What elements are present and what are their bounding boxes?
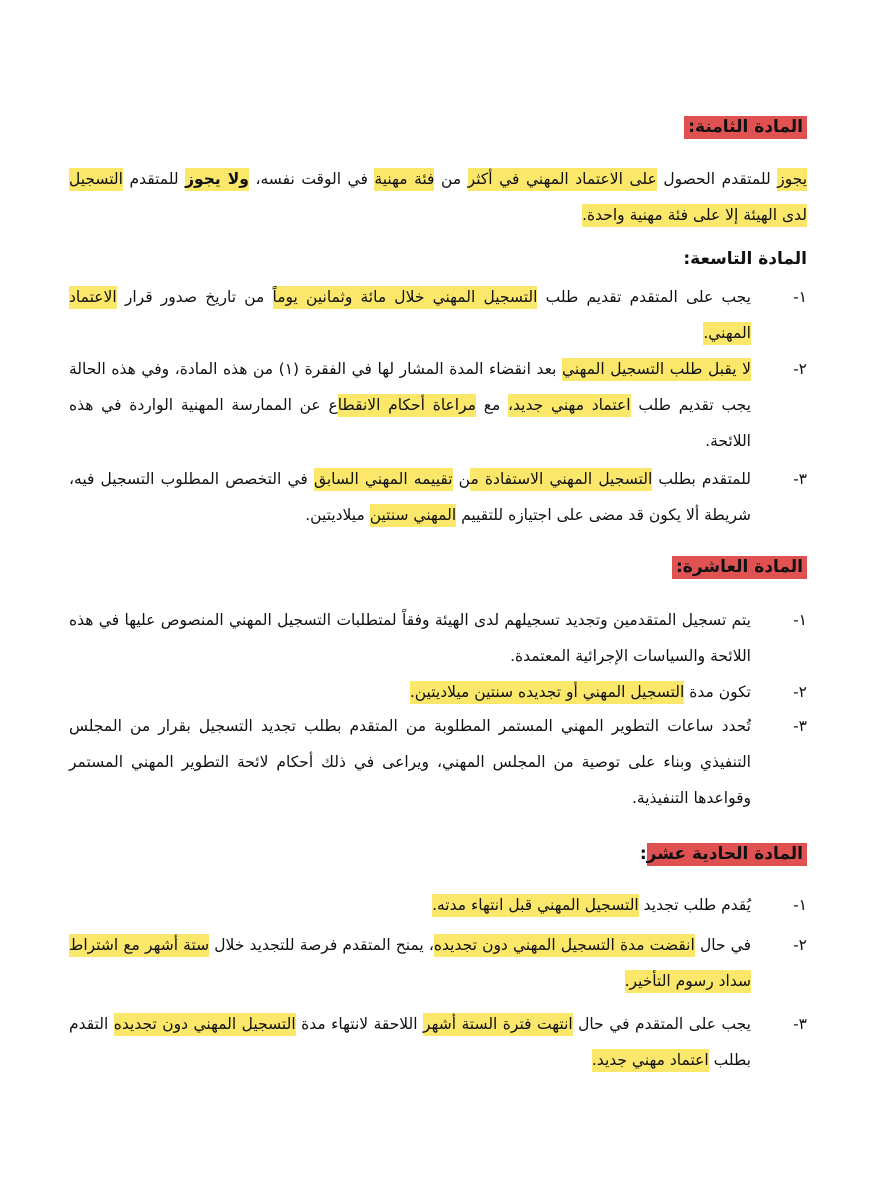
- text-span: يجوز: [777, 168, 807, 191]
- item-number: ٣-: [793, 717, 807, 735]
- text-span: ، يمنح المتقدم فرصة للتجديد خلال: [209, 936, 434, 954]
- article-10-item-1: [69, 602, 807, 674]
- text-span: يجب على المتقدم تقديم طلب: [537, 288, 751, 306]
- text-span: يتم تسجيل المتقدمين وتجديد تسجيلهم لدى الهيئة وفقاً لمتطلبات التسجيل المهني المنصوص عليها في هذه اللائحة والسياسات الإجرائية المعتمدة.: [69, 611, 751, 665]
- article-9-heading: [683, 245, 807, 273]
- text-span: التسجيل المهني دون تجديده: [114, 1013, 296, 1036]
- text-span: من تاريخ صدور قرار: [116, 288, 273, 306]
- article-10-item-3: [69, 708, 807, 816]
- text-span: انتهت فترة الستة أشهر: [423, 1013, 573, 1036]
- text-span: التسجيل المهني الاستفادة م: [470, 468, 652, 491]
- text-span: ع عن الممارسة المهنية الواردة في هذه اللائحة.: [69, 396, 751, 450]
- text-span: على الاعتماد المهني في أكثر: [468, 168, 657, 191]
- text-span: للمتقدم بطلب: [652, 470, 751, 488]
- text-span: التقدم بطلب: [69, 1015, 751, 1069]
- text-span: التسجيل: [69, 168, 123, 191]
- article-11-heading-text: المادة الحادية عشر: [647, 843, 807, 866]
- text-span: ولا يجوز: [185, 168, 249, 191]
- text-span: مراعاة أحكام الانقطا: [338, 394, 476, 417]
- text-span: اعتماد مهني جديد.: [592, 1049, 709, 1072]
- text-span: لدى الهيئة إلا على فئة مهنية واحدة.: [582, 204, 807, 227]
- item-number: ٣-: [793, 470, 807, 488]
- text-span: لا يقبل طلب التسجيل المهني: [562, 358, 751, 381]
- article-8-paragraph: [69, 161, 807, 233]
- article-10-heading-text: المادة العاشرة:: [672, 556, 807, 579]
- text-span: يُقدم طلب تجديد: [638, 896, 751, 914]
- article-8-heading: [684, 113, 807, 141]
- text-span: تُحدد ساعات التطوير المهني المستمر المطلوبة من المتقدم بطلب تجديد التسجيل بقرار من المجلس التنفيذي وبناء على توصية من المجلس المهني، ويراعى في ذلك أحكام لائحة التطوير المهني المستمر وقواعدها التنفيذية.: [69, 717, 751, 807]
- text-span: من: [434, 170, 468, 188]
- text-span: ميلاديتين.: [305, 506, 370, 524]
- text-span: فئة مهنية: [374, 168, 434, 191]
- article-11-item-2: [69, 927, 807, 999]
- text-span: اعتماد مهني جديد،: [508, 394, 631, 417]
- text-span: التسجيل المهني قبل انتهاء مدته.: [432, 894, 639, 917]
- text-span: بعد انقضاء المدة المشار لها في الفقرة (١) من هذه المادة، وفي هذه الحالة يجب تقديم طلب: [69, 360, 751, 414]
- text-span: يجب على المتقدم في حال: [572, 1015, 751, 1033]
- article-8-heading-text: المادة الثامنة:: [684, 116, 807, 139]
- text-span: في الوقت نفسه،: [248, 170, 375, 188]
- text-span: تكون مدة: [684, 683, 751, 701]
- text-span: مع: [475, 396, 509, 414]
- text-span: في حال: [694, 936, 752, 954]
- text-span: انقضت مدة التسجيل المهني دون تجديده: [434, 934, 695, 957]
- article-11-item-1: [69, 887, 807, 923]
- item-number: ٢-: [793, 683, 807, 701]
- article-9-item-1: [69, 279, 807, 351]
- item-number: ١-: [793, 896, 807, 914]
- text-span: تقييمه المهني السابق: [314, 468, 453, 491]
- item-number: ١-: [793, 611, 807, 629]
- article-9-item-3: [69, 461, 807, 533]
- text-span: في التخصص المطلوب التسجيل فيه، شريطة ألا يكون قد مضى على اجتيازه للتقييم: [69, 470, 751, 524]
- article-9-heading-text: المادة التاسعة:: [683, 249, 807, 269]
- article-11-item-3: [69, 1006, 807, 1078]
- text-span: التسجيل المهني خلال مائة وثمانين يوماً: [273, 286, 538, 309]
- item-number: ٢-: [793, 360, 807, 378]
- text-span: ستة أشهر مع اشتراط سداد رسوم التأخير.: [69, 934, 751, 993]
- text-span: المهني سنتين: [370, 504, 456, 527]
- item-number: ١-: [793, 288, 807, 306]
- article-10-heading: [672, 553, 807, 581]
- article-11-heading-colon: :: [639, 844, 647, 864]
- article-9-item-2: [69, 351, 807, 459]
- text-span: للمتقدم الحصول: [656, 170, 778, 188]
- text-span: التسجيل المهني أو تجديده سنتين ميلاديتين.: [410, 681, 684, 704]
- text-span: الاعتماد المهني.: [69, 286, 751, 345]
- text-span: ن: [452, 470, 471, 488]
- article-11-heading: [640, 840, 807, 868]
- text-span: اللاحقة لانتهاء مدة: [295, 1015, 424, 1033]
- item-number: ٣-: [793, 1015, 807, 1033]
- item-number: ٢-: [793, 936, 807, 954]
- article-10-item-2: [69, 674, 807, 710]
- text-span: للمتقدم: [122, 170, 186, 188]
